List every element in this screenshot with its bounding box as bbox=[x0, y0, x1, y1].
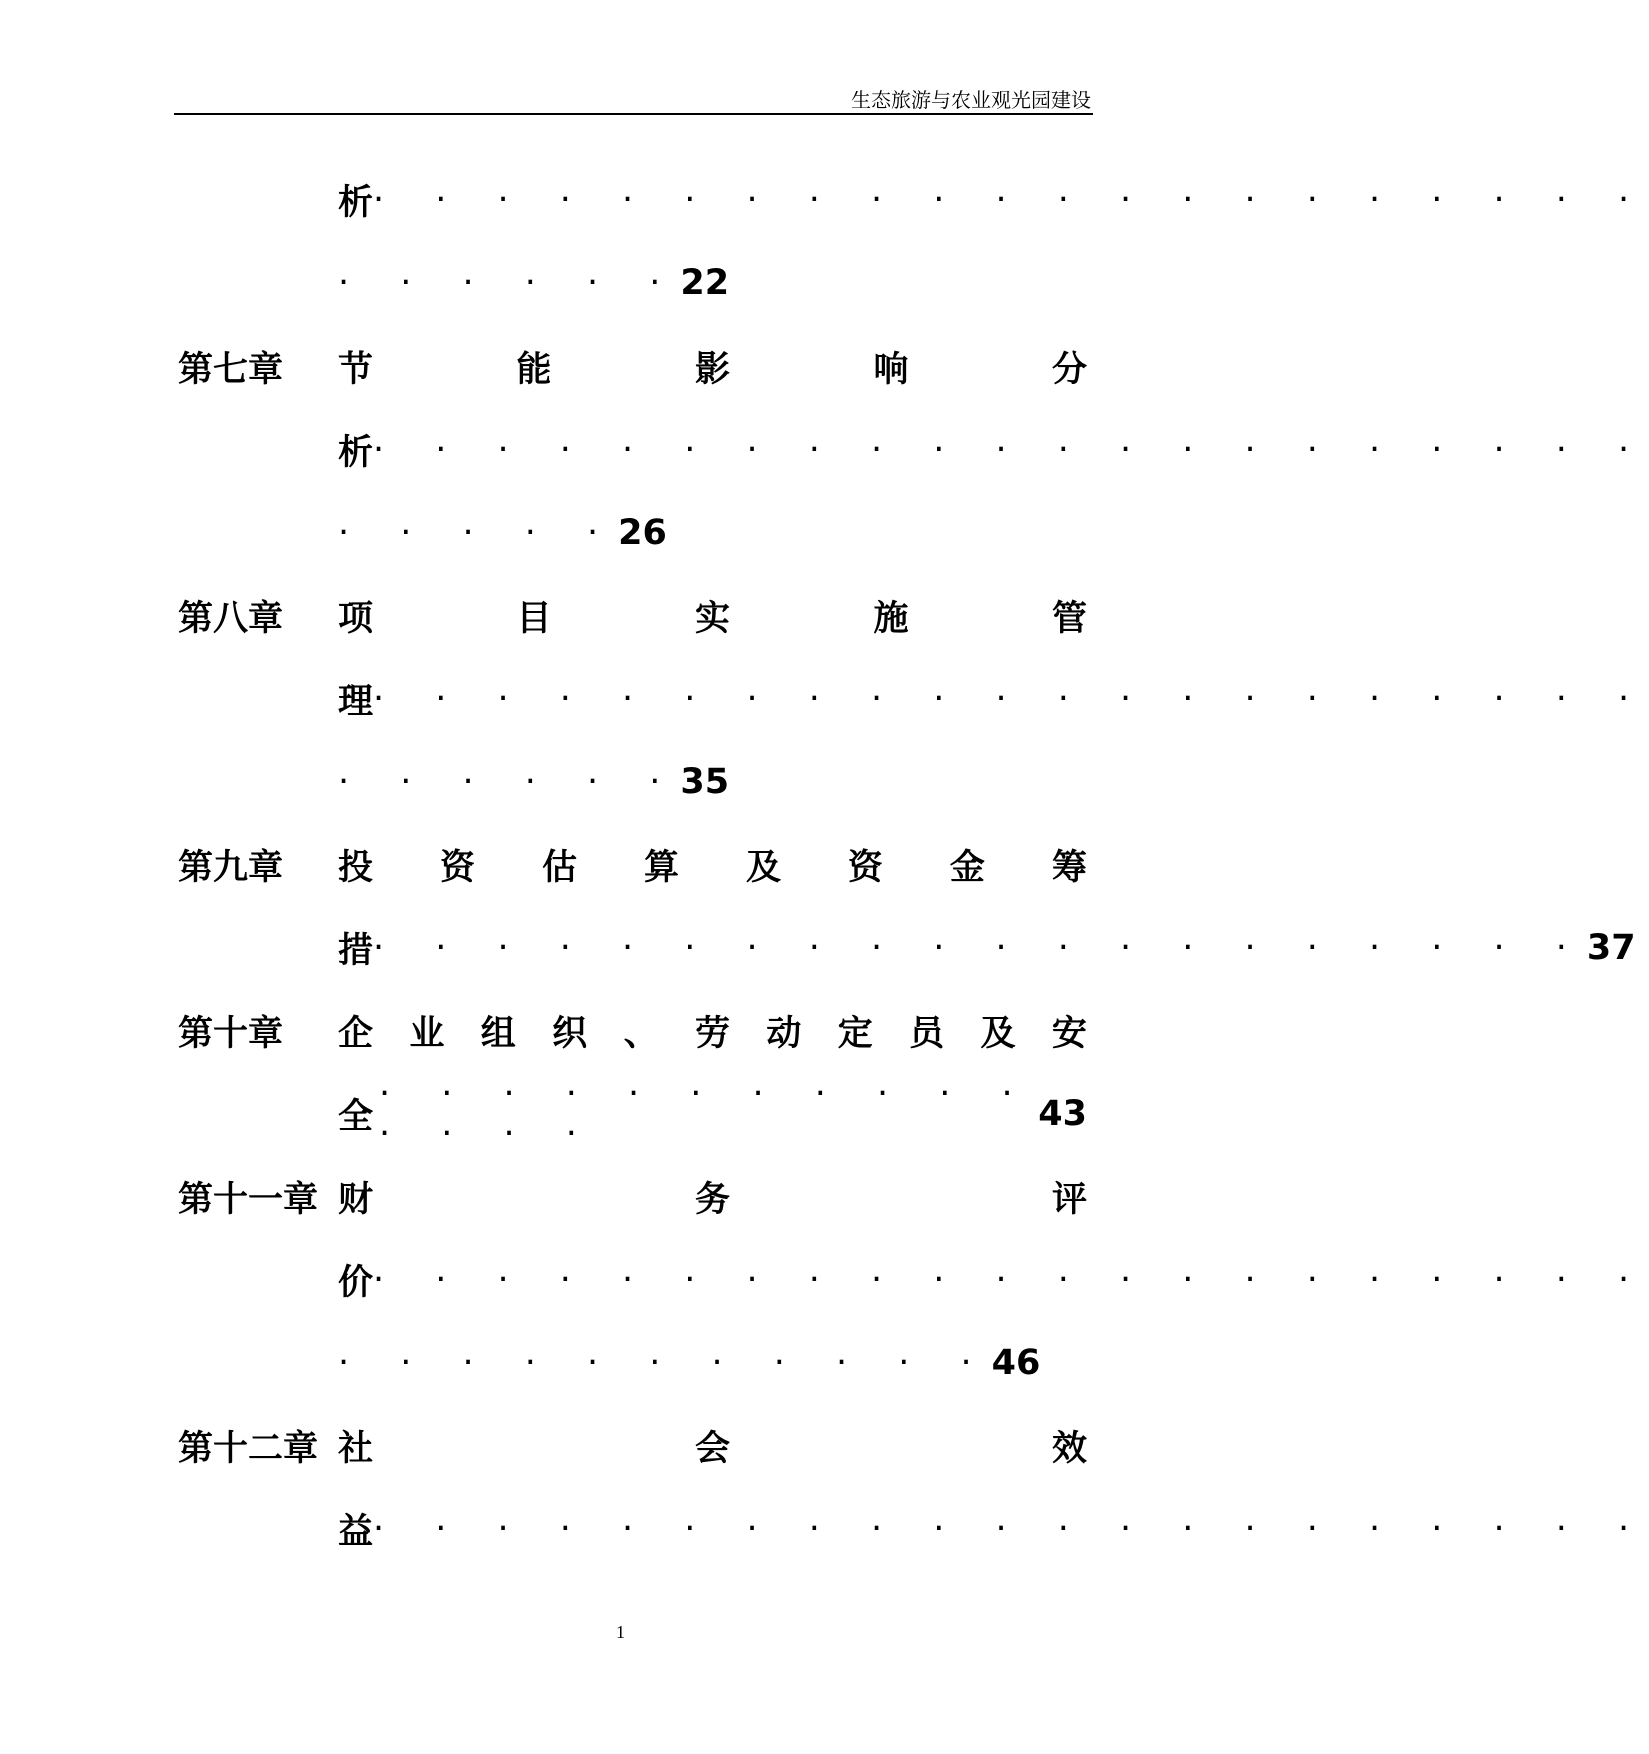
toc-dots: · · · · · · · · · · · · · · · · · · · · · bbox=[373, 430, 1649, 470]
page-number: 1 bbox=[616, 1622, 625, 1642]
chapter-title bbox=[338, 840, 1087, 890]
toc-entry-lead-line[interactable] bbox=[178, 923, 1636, 973]
toc-dots: · · · · · · · · · · · · · · · bbox=[379, 1074, 1033, 1154]
toc-dots: · · · · · · · · · · · · · · · · · · · · · bbox=[373, 1260, 1649, 1300]
toc-entry-chapter-9[interactable] bbox=[178, 840, 1087, 890]
chapter-title bbox=[338, 1421, 1087, 1471]
toc-dots: · · · · · · · · · · · · · · · · · · · · bbox=[373, 928, 1587, 968]
title-char: 织 bbox=[552, 1014, 588, 1054]
title-char: 金 bbox=[949, 848, 985, 888]
toc-page-number: 35 bbox=[680, 762, 730, 802]
toc-entry-page-line[interactable] bbox=[178, 258, 1087, 308]
title-char: 估 bbox=[541, 848, 577, 888]
title-char: 劳 bbox=[694, 1014, 730, 1054]
title-char: 、 bbox=[623, 1014, 659, 1054]
title-char: 管 bbox=[1051, 599, 1087, 639]
title-char: 及 bbox=[980, 1014, 1016, 1054]
toc-lead-char: 析 bbox=[338, 433, 374, 473]
title-char: 评 bbox=[1051, 1180, 1087, 1220]
toc-lead-char: 措 bbox=[338, 931, 374, 971]
chapter-title bbox=[338, 1006, 1087, 1056]
toc-dots: · · · · · · bbox=[338, 762, 681, 802]
title-char: 社 bbox=[338, 1429, 374, 1469]
title-char: 会 bbox=[694, 1429, 730, 1469]
title-char: 节 bbox=[338, 350, 374, 390]
toc-dots: · · · · · · · · · · · · · · · · · · · · · bbox=[373, 1509, 1649, 1549]
toc-dots: · · · · · · · · · · · · · · · · · · · · · bbox=[373, 679, 1649, 719]
title-char: 施 bbox=[873, 599, 909, 639]
title-char: 资 bbox=[439, 848, 475, 888]
title-char: 定 bbox=[837, 1014, 873, 1054]
running-header: 生态旅游与农业观光园建设 bbox=[851, 88, 1091, 112]
toc-lead-char: 全 bbox=[338, 1097, 374, 1137]
toc-entry-lead-line[interactable] bbox=[178, 175, 1649, 225]
toc-entry-lead-line[interactable] bbox=[178, 425, 1649, 475]
toc-dots: · · · · · · bbox=[338, 263, 681, 303]
title-char: 安 bbox=[1051, 1014, 1087, 1054]
toc-entry-lead-line[interactable] bbox=[178, 1074, 1087, 1154]
toc-entry-chapter-8[interactable] bbox=[178, 591, 1087, 641]
toc-entry-chapter-7[interactable] bbox=[178, 342, 1087, 392]
title-char: 响 bbox=[873, 350, 909, 390]
toc-entry-page-line[interactable] bbox=[178, 508, 1087, 558]
title-char: 企 bbox=[338, 1014, 374, 1054]
toc-page-number: 22 bbox=[680, 263, 730, 303]
title-char: 员 bbox=[909, 1014, 945, 1054]
toc-page-number: 46 bbox=[991, 1343, 1041, 1383]
title-char: 项 bbox=[338, 599, 374, 639]
toc-entry-page-line[interactable] bbox=[178, 1338, 1087, 1388]
toc-page-number: 43 bbox=[1038, 1094, 1087, 1134]
title-char: 影 bbox=[694, 350, 730, 390]
title-char: 能 bbox=[516, 350, 552, 390]
title-char: 实 bbox=[694, 599, 730, 639]
toc-dots: · · · · · · · · · · · · · · · · · · · · · bbox=[373, 180, 1649, 220]
chapter-label: 第七章 bbox=[178, 350, 284, 390]
toc-lead-char: 理 bbox=[338, 682, 374, 722]
chapter-title bbox=[338, 591, 1087, 641]
title-char: 务 bbox=[694, 1180, 730, 1220]
title-char: 业 bbox=[409, 1014, 445, 1054]
toc-page-number: 37 bbox=[1586, 928, 1636, 968]
toc-entry-page-line[interactable] bbox=[178, 757, 1087, 807]
header-rule bbox=[174, 113, 1093, 115]
toc-lead-char: 析 bbox=[338, 183, 374, 223]
chapter-label: 第九章 bbox=[178, 848, 284, 888]
toc-entry-chapter-10[interactable] bbox=[178, 1006, 1087, 1056]
toc-entry-lead-line[interactable] bbox=[178, 674, 1649, 724]
chapter-label: 第十二章 bbox=[178, 1429, 319, 1469]
toc-entry-lead-line[interactable] bbox=[178, 1504, 1649, 1554]
title-char: 投 bbox=[338, 848, 374, 888]
chapter-label: 第八章 bbox=[178, 599, 284, 639]
toc-page-number: 26 bbox=[618, 513, 667, 553]
title-char: 动 bbox=[766, 1014, 802, 1054]
chapter-title bbox=[338, 1172, 1087, 1222]
title-char: 财 bbox=[338, 1180, 374, 1220]
toc-dots: · · · · · bbox=[338, 513, 619, 553]
title-char: 组 bbox=[480, 1014, 516, 1054]
toc-entry-chapter-11[interactable] bbox=[178, 1172, 1087, 1222]
chapter-label: 第十一章 bbox=[178, 1180, 319, 1220]
title-char: 分 bbox=[1051, 350, 1087, 390]
title-char: 目 bbox=[516, 599, 552, 639]
chapter-title bbox=[338, 342, 1087, 392]
title-char: 效 bbox=[1051, 1429, 1087, 1469]
title-char: 资 bbox=[847, 848, 883, 888]
title-char: 及 bbox=[745, 848, 781, 888]
toc-dots: · · · · · · · · · · · bbox=[338, 1343, 992, 1383]
chapter-label: 第十章 bbox=[178, 1014, 284, 1054]
title-char: 算 bbox=[643, 848, 679, 888]
toc-lead-char: 益 bbox=[338, 1512, 374, 1552]
toc-entry-chapter-12[interactable] bbox=[178, 1421, 1087, 1471]
toc-entry-lead-line[interactable] bbox=[178, 1255, 1649, 1305]
toc-lead-char: 价 bbox=[338, 1263, 374, 1303]
title-char: 筹 bbox=[1051, 848, 1087, 888]
